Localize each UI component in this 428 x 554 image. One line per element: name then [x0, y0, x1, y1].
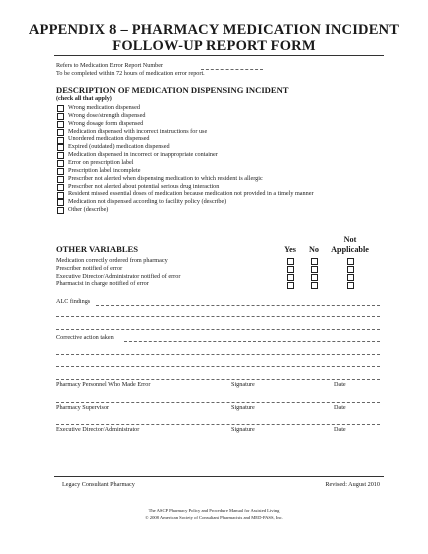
- col-yes-header: Yes: [284, 245, 296, 254]
- incident-checkbox[interactable]: [57, 144, 64, 151]
- signature-role-label: Pharmacy Personnel Who Made Error: [56, 381, 151, 388]
- not-applicable-checkbox[interactable]: [347, 258, 354, 265]
- no-checkbox[interactable]: [311, 274, 318, 281]
- incident-item-label: Expired (outdated) medication dispensed: [68, 143, 170, 151]
- yes-checkbox[interactable]: [287, 274, 294, 281]
- incident-checkbox[interactable]: [57, 199, 64, 206]
- incident-checkbox[interactable]: [57, 207, 64, 214]
- col-na-header-line1: Not: [343, 235, 357, 244]
- signature-line[interactable]: [56, 424, 380, 425]
- incident-item-label: Wrong dose/strength dispensed: [68, 111, 146, 119]
- complete-within-note: To be completed within 72 hours of medication error report.: [56, 70, 205, 77]
- incident-checkbox[interactable]: [57, 152, 64, 159]
- corrective-action-line-3[interactable]: [56, 366, 380, 367]
- no-checkbox[interactable]: [311, 266, 318, 273]
- date-label: Date: [334, 404, 346, 411]
- incident-checkbox[interactable]: [57, 184, 64, 191]
- report-number-field[interactable]: [201, 69, 263, 70]
- yes-checkbox[interactable]: [287, 258, 294, 265]
- check-all-note: (check all that apply): [56, 95, 112, 102]
- incident-item-label: Prescriber not alerted about potential serious drug interaction: [68, 182, 220, 190]
- no-checkbox[interactable]: [311, 258, 318, 265]
- footer-revised-date: Revised: August 2010: [325, 481, 380, 488]
- not-applicable-checkbox[interactable]: [347, 266, 354, 273]
- not-applicable-checkbox[interactable]: [347, 282, 354, 289]
- incident-checkbox[interactable]: [57, 113, 64, 120]
- incident-checkbox[interactable]: [57, 105, 64, 112]
- signature-line[interactable]: [56, 379, 380, 380]
- yes-checkbox[interactable]: [287, 266, 294, 273]
- variable-row-label: Pharmacist in charge notified of error: [56, 280, 149, 288]
- incident-item-label: Other (describe): [68, 206, 109, 214]
- incident-item-label: Wrong medication dispensed: [68, 104, 140, 111]
- incident-checkbox[interactable]: [57, 176, 64, 183]
- incident-checkbox[interactable]: [57, 168, 64, 175]
- incident-checkbox[interactable]: [57, 160, 64, 167]
- incident-checkbox[interactable]: [57, 192, 64, 199]
- signature-label: Signature: [231, 381, 255, 388]
- title-underline: [54, 55, 384, 56]
- alc-findings-line-2[interactable]: [56, 316, 380, 317]
- corrective-action-line-2[interactable]: [56, 354, 380, 355]
- incident-item-label: Prescription label incomplete: [68, 166, 141, 174]
- signature-role-label: Executive Director/Administrator: [56, 426, 140, 433]
- footer-rule: [54, 476, 384, 477]
- variable-row-label: Executive Director/Administrator notified of error: [56, 272, 181, 280]
- incident-item-label: Prescriber not alerted when dispensing medication to which resident is allergic: [68, 174, 263, 182]
- signature-label: Signature: [231, 426, 255, 433]
- form-title-line1: APPENDIX 8 – PHARMACY MEDICATION INCIDENT: [28, 22, 400, 38]
- col-na-header-line2: Applicable: [331, 245, 369, 254]
- not-applicable-checkbox[interactable]: [347, 274, 354, 281]
- incident-checkbox[interactable]: [57, 129, 64, 136]
- no-checkbox[interactable]: [311, 282, 318, 289]
- incident-item-label: Unordered medication dispensed: [68, 135, 150, 143]
- incident-item-label: Medication dispensed in incorrect or inappropriate container: [68, 151, 218, 159]
- variable-row-label: Prescriber notified of error: [56, 264, 123, 272]
- date-label: Date: [334, 381, 346, 388]
- signature-line[interactable]: [56, 402, 380, 403]
- form-title-line2: FOLLOW-UP REPORT FORM: [112, 38, 316, 54]
- incident-checkbox[interactable]: [57, 137, 64, 144]
- yes-checkbox[interactable]: [287, 282, 294, 289]
- date-label: Date: [334, 426, 346, 433]
- alc-findings-label: ALC findings: [56, 298, 91, 305]
- variable-row-label: Medication correctly ordered from pharmacy: [56, 257, 168, 264]
- footer-manual-title: The ASCP Pharmacy Policy and Procedure Manual for Assisted Living: [148, 508, 280, 513]
- alc-findings-line-1[interactable]: [96, 305, 380, 306]
- footer-copyright: © 2008 American Society of Consultant Pharmacists and MED-PASS, Inc.: [145, 515, 283, 520]
- description-heading: DESCRIPTION OF MEDICATION DISPENSING INCIDENT: [56, 85, 289, 95]
- refers-to-label: Refers to Medication Error Report Number: [56, 62, 164, 69]
- signature-role-label: Pharmacy Supervisor: [56, 404, 110, 411]
- incident-item-label: Wrong dosage form dispensed: [68, 119, 144, 127]
- footer-pharmacy-name: Legacy Consultant Pharmacy: [62, 481, 135, 488]
- incident-item-label: Medication dispensed with incorrect instructions for use: [68, 127, 208, 135]
- corrective-action-label: Corrective action taken: [56, 334, 114, 341]
- col-no-header: No: [308, 245, 319, 254]
- alc-findings-line-3[interactable]: [56, 329, 380, 330]
- incident-item-label: Resident missed essential doses of medication because medication not provided in a timely manner: [68, 190, 314, 198]
- signature-label: Signature: [231, 404, 255, 411]
- incident-checkbox[interactable]: [57, 121, 64, 128]
- incident-item-label: Error on prescription label: [68, 158, 134, 166]
- corrective-action-line-1[interactable]: [124, 341, 380, 342]
- other-variables-heading: OTHER VARIABLES: [56, 244, 139, 254]
- incident-item-label: Medication not dispensed according to facility policy (describe): [68, 198, 227, 206]
